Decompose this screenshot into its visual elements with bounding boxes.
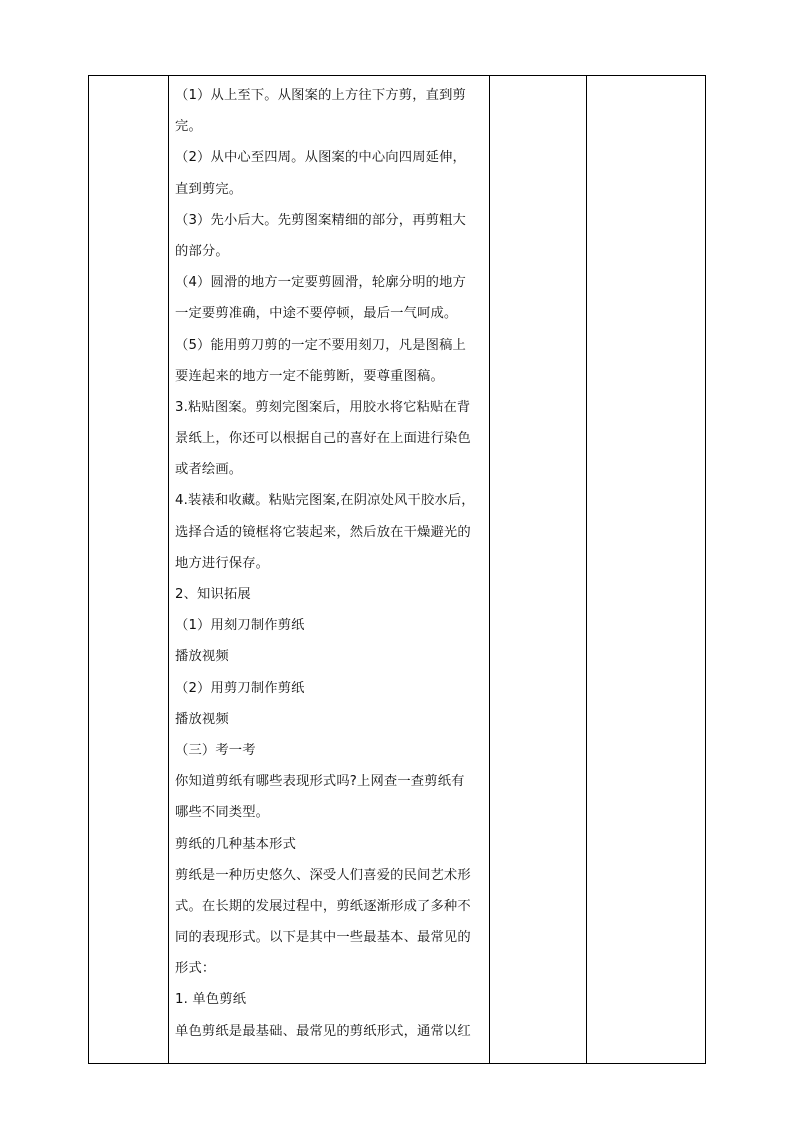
subheading: 1. 单色剪纸 — [175, 992, 247, 1008]
text-line: 选择合适的镜框将它装起来，然后放在干燥避光的 — [175, 524, 471, 540]
section-heading: 2、知识拓展 — [175, 587, 251, 602]
text-line: 哪些不同类型。 — [175, 805, 270, 821]
text-line: 同的表现形式。以下是其中一些最基本、最常见的 — [175, 930, 471, 946]
text-line: 式。在长期的发展过程中，剪纸逐渐形成了多种不 — [175, 898, 471, 914]
column-divider-3 — [586, 76, 587, 1063]
section-heading: （三）考一考 — [175, 742, 256, 758]
text-line: 你知道剪纸有哪些表现形式吗?上网查一查剪纸有 — [175, 774, 465, 790]
text-line: 剪纸是一种历史悠久、深受人们喜爱的民间艺术形 — [175, 867, 471, 883]
text-line: （5）能用剪刀剪的一定不要用刻刀，凡是图稿上 — [175, 337, 466, 353]
text-line: （4）圆滑的地方一定要剪圆滑，轮廓分明的地方 — [175, 275, 466, 291]
text-line: 的部分。 — [175, 243, 229, 259]
column-divider-2 — [489, 76, 490, 1063]
text-line: （1）从上至下。从图案的上方往下方剪，直到剪 — [175, 88, 466, 103]
text-line: 地方进行保存。 — [175, 555, 270, 571]
text-line: 一定要剪准确，中途不要停顿，最后一气呵成。 — [175, 306, 458, 322]
text-line: 播放视频 — [175, 649, 229, 665]
text-line: 或者绘画。 — [175, 462, 243, 478]
text-line: 直到剪完。 — [175, 181, 243, 197]
text-line: 4.装裱和收藏。粘贴完图案,在阴凉处风干胶水后， — [175, 493, 475, 509]
text-line: 完。 — [175, 119, 202, 135]
text-line: 单色剪纸是最基础、最常见的剪纸形式，通常以红 — [175, 1023, 471, 1039]
text-line: 播放视频 — [175, 711, 229, 727]
text-line: （2）用剪刀制作剪纸 — [175, 680, 305, 696]
text-line: （2）从中心至四周。从图案的中心向四周延伸， — [175, 150, 466, 166]
text-line: （3）先小后大。先剪图案精细的部分，再剪粗大 — [175, 212, 466, 228]
text-line: 要连起来的地方一定不能剪断，要尊重图稿。 — [175, 368, 444, 384]
teaching-content-cell — [169, 76, 489, 1047]
lesson-plan-table — [88, 75, 706, 1064]
text-line: 形式： — [175, 961, 216, 977]
text-line: （1）用刻刀制作剪纸 — [175, 618, 305, 634]
text-line: 景纸上，你还可以根据自己的喜好在上面进行染色 — [175, 431, 471, 447]
text-line: 3.粘贴图案。剪刻完图案后，用胶水将它粘贴在背 — [175, 399, 471, 415]
subheading: 剪纸的几种基本形式 — [175, 836, 297, 852]
